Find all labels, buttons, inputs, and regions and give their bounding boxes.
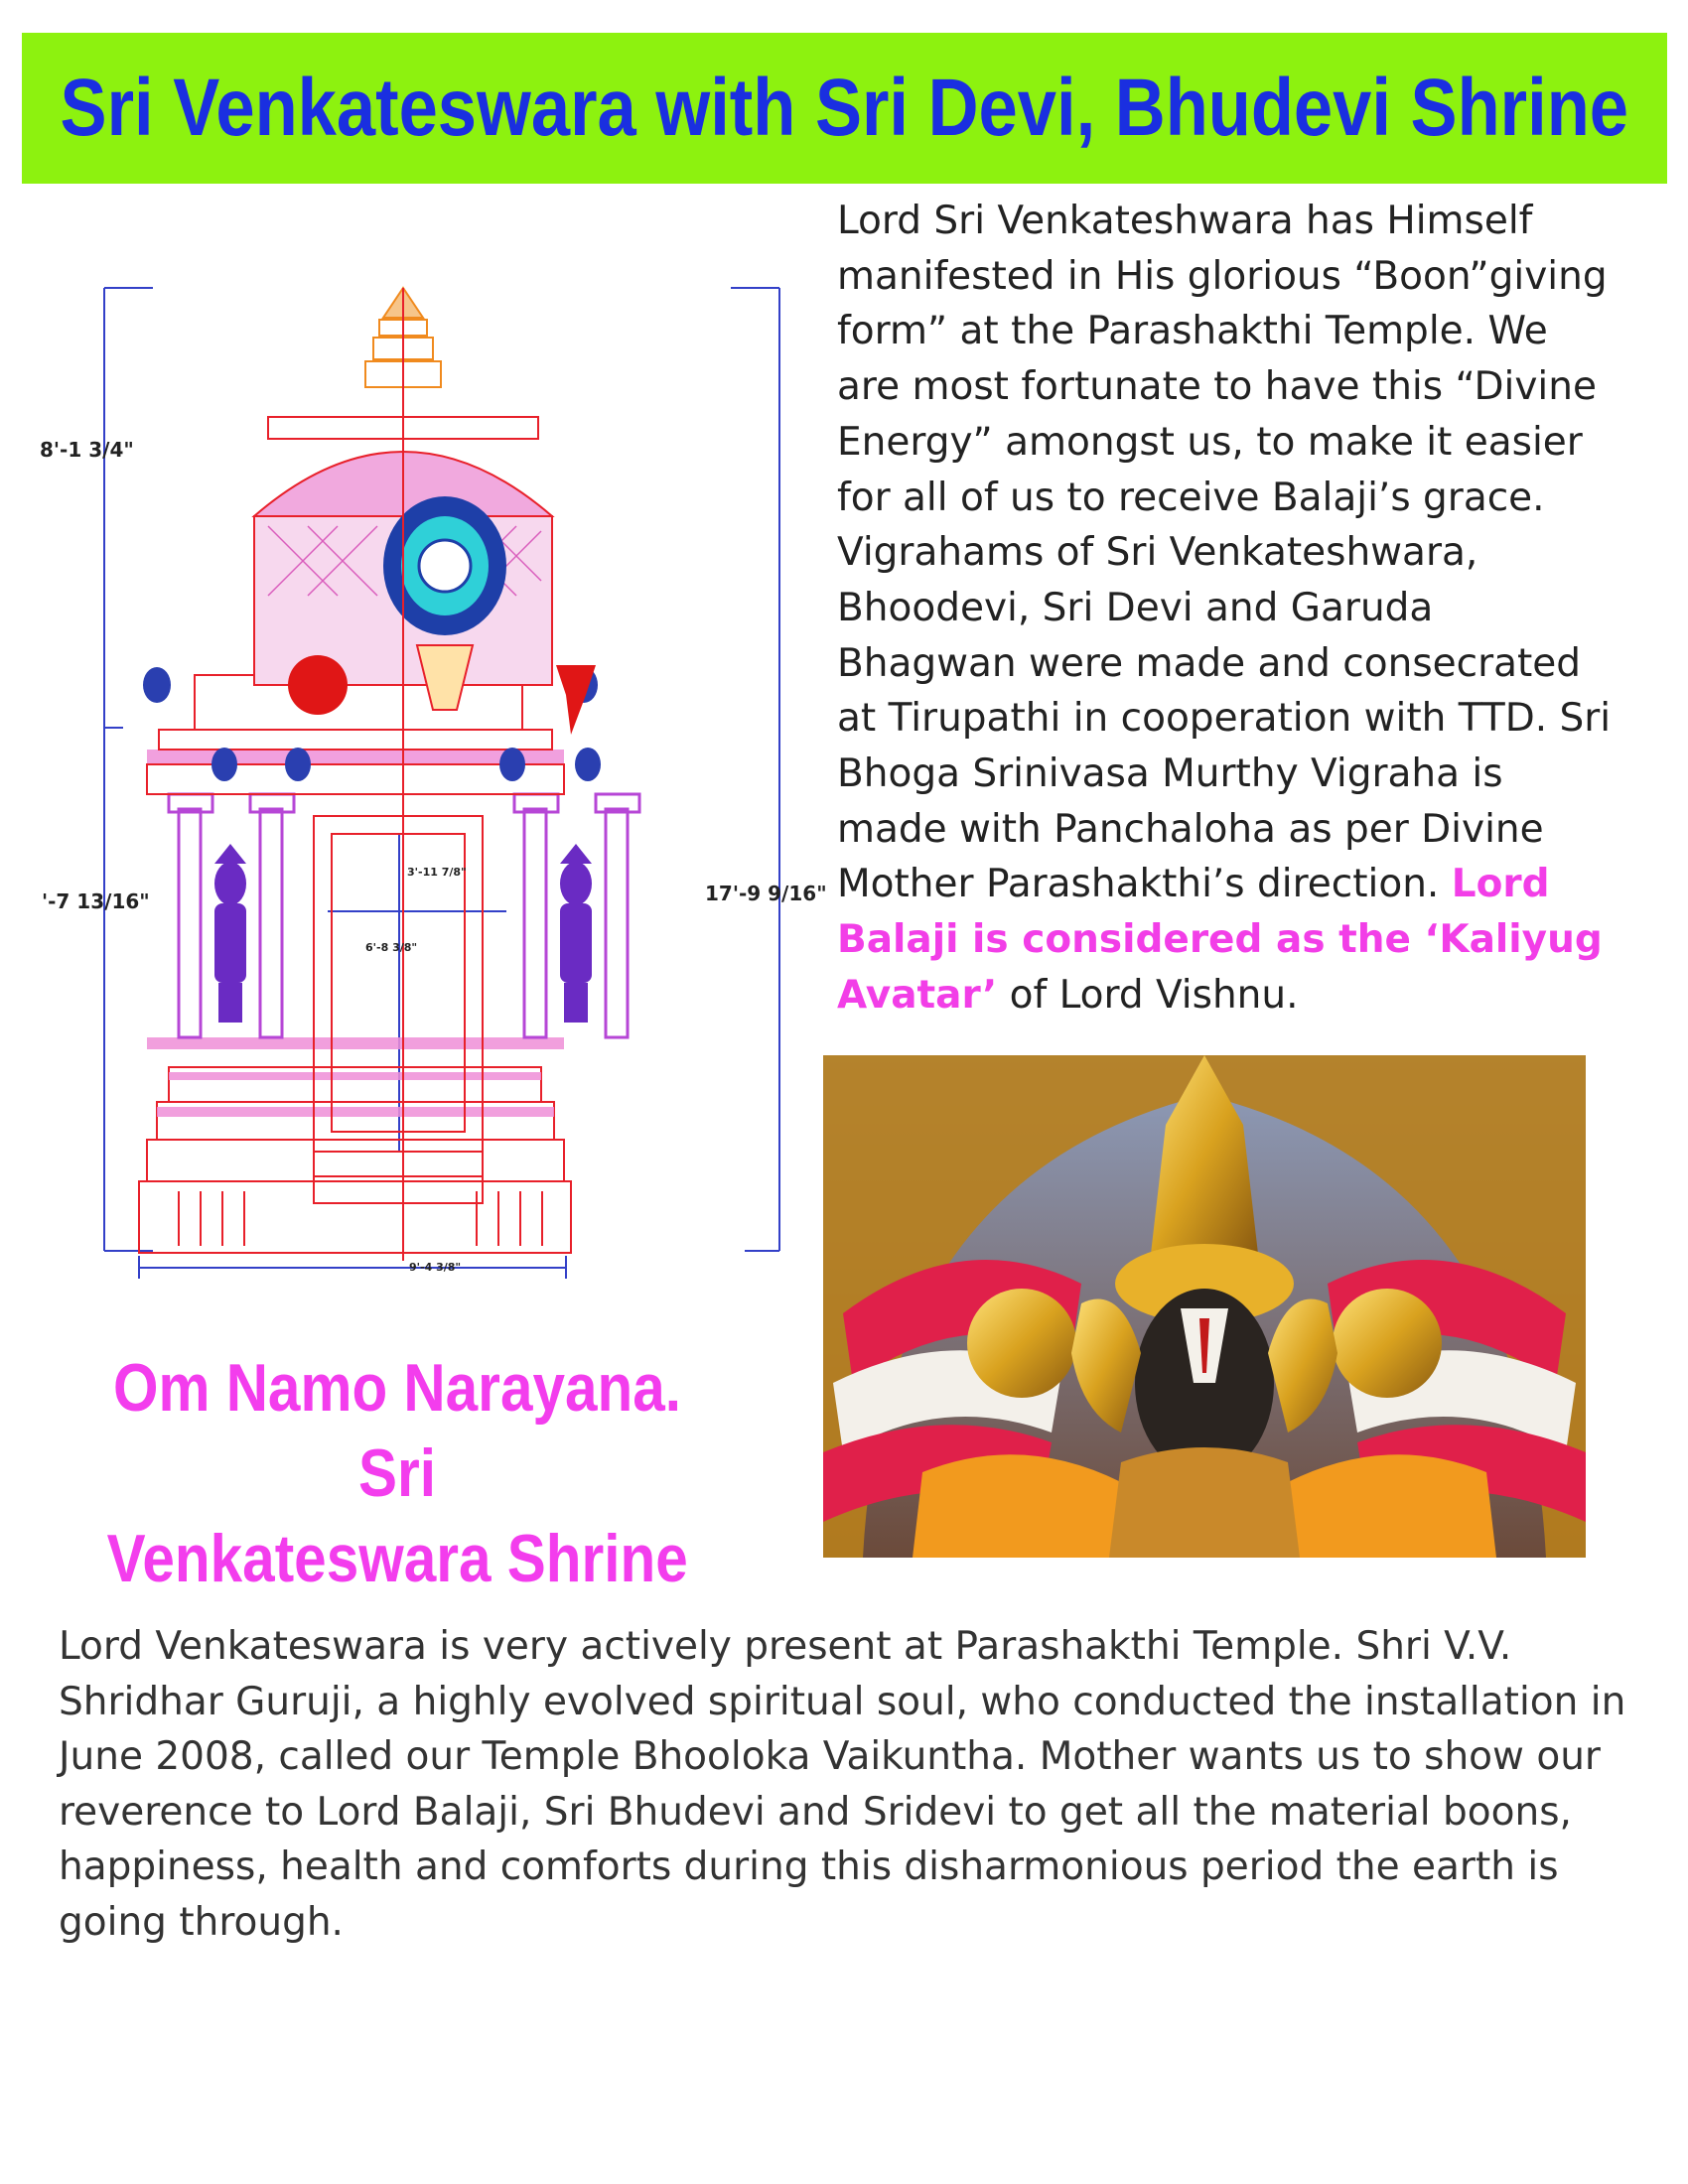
- deity-photo: [823, 1055, 1586, 1558]
- intro-highlight: Lord Balaji is considered as the ‘Kaliyug Avatar’: [837, 862, 1603, 1018]
- intro-text-end: of Lord Vishnu.: [997, 972, 1299, 1018]
- intro-paragraph: [837, 194, 1621, 1024]
- moulding-bands: [147, 750, 564, 1117]
- dim-height-top: 8'-1 3/4": [40, 438, 134, 462]
- dim-door-width: 3'-11 7/8": [407, 866, 467, 879]
- jewelled-chest: [1109, 1447, 1300, 1558]
- central-arch-ornament: [383, 496, 506, 635]
- deity-figure-right: [560, 844, 592, 1023]
- title-banner: [22, 33, 1667, 184]
- page-title: Sri Venkateswara with Sri Devi, Bhudevi Shrine: [60, 63, 1629, 153]
- dim-door-height: 6'-8 3/8": [365, 941, 418, 954]
- deity-figure-left: [214, 844, 246, 1023]
- mantra-line-1: Om Namo Narayana. Sri: [112, 1350, 682, 1511]
- namam-mark: [417, 645, 473, 710]
- dim-height-bottom: '-7 13/16": [42, 889, 150, 913]
- mantra-heading: [40, 1345, 755, 1601]
- bottom-paragraph: Lord Venkateswara is very actively present at Parashakthi Temple. Shri V.V. Shridhar Guruji, a highly evolved spiritual soul, who conducted the installation in June 2008, called our Temple Bhooloka Vaikuntha. Mother wants us to show our reverence to Lord Balaji, Sri Bhudevi and Sridevi to get all the material boons, happiness, health and comforts during this disharmonious period the earth is going through.: [59, 1624, 1626, 1945]
- intro-text: Lord Sri Venkateshwara has Himself manifested in His glorious “Boon”giving form” at the Parashakthi Temple. We are most fortunate to have this “Divine Energy” amongst us, to make it easier for all of us to receive Balaji’s grace. Vigrahams of Sri Venkateshwara, Bhoodevi, Sri Devi and Garuda Bhagwan were made and consecrated at Tirupathi in cooperation with TTD. Sri Bhoga Srinivasa Murthy Vigraha is made with Panchaloha as per Divine Mother Parashakthi’s direction.: [837, 199, 1612, 907]
- cornice: [147, 675, 564, 794]
- dimension-lines: [104, 288, 779, 1279]
- mantra-line-2: Venkateswara Shrine: [106, 1521, 688, 1596]
- dim-base-width: 9'-4 3/8": [409, 1261, 462, 1274]
- shrine-elevation-drawing: [30, 268, 827, 1291]
- plinth: [139, 1067, 571, 1253]
- dim-total-height: 17'-9 9/16": [705, 882, 827, 905]
